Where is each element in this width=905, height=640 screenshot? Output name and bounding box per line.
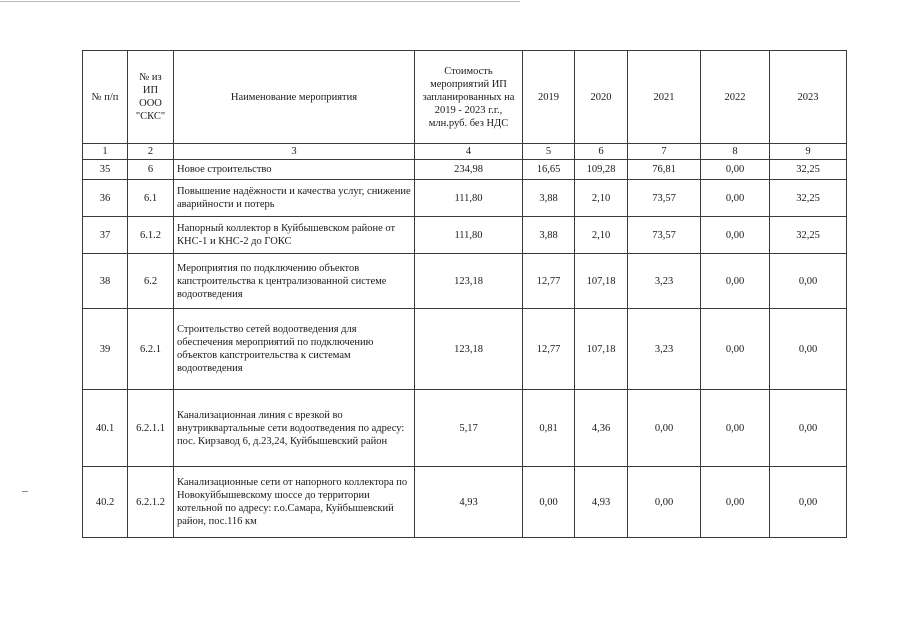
table-row — [83, 217, 847, 254]
cell-name: Напорный коллектор в Куйбышевском районе от КНС-1 и КНС-2 до ГОКС — [174, 217, 415, 254]
cell-2021: 0,00 — [628, 390, 701, 467]
cell-2021: 3,23 — [628, 254, 701, 309]
header-2022: 2022 — [701, 51, 770, 144]
cell-ip-num: 6.2.1.1 — [128, 390, 174, 467]
cell-num: 40.2 — [83, 467, 128, 538]
cell-cost: 123,18 — [415, 254, 523, 309]
cell-num: 40.1 — [83, 390, 128, 467]
cell-ip-num: 6.1 — [128, 180, 174, 217]
table-row — [83, 309, 847, 390]
cell-2019: 0,00 — [523, 467, 575, 538]
cell-2021: 73,57 — [628, 180, 701, 217]
column-index: 3 — [174, 144, 415, 160]
cell-2022: 0,00 — [701, 467, 770, 538]
cell-num: 39 — [83, 309, 128, 390]
header-2023: 2023 — [770, 51, 847, 144]
cell-2019: 0,81 — [523, 390, 575, 467]
cell-cost: 111,80 — [415, 180, 523, 217]
cell-2023: 0,00 — [770, 254, 847, 309]
cell-2020: 109,28 — [575, 160, 628, 180]
table-row — [83, 390, 847, 467]
header-name: Наименование мероприятия — [174, 51, 415, 144]
header-2021: 2021 — [628, 51, 701, 144]
table-row — [83, 180, 847, 217]
table-row — [83, 467, 847, 538]
column-index: 7 — [628, 144, 701, 160]
cell-name: Новое строительство — [174, 160, 415, 180]
cell-2019: 12,77 — [523, 254, 575, 309]
cell-2020: 2,10 — [575, 180, 628, 217]
cell-2019: 3,88 — [523, 180, 575, 217]
cell-cost: 4,93 — [415, 467, 523, 538]
cell-name: Канализационные сети от напорного коллектора по Новокуйбышевскому шоссе до территории котельной по адресу: г.о.Самара, Куйбышевский район, пос.116 км — [174, 467, 415, 538]
cell-num: 36 — [83, 180, 128, 217]
cell-2020: 4,93 — [575, 467, 628, 538]
cell-2022: 0,00 — [701, 160, 770, 180]
cell-name: Строительство сетей водоотведения для обеспечения мероприятий по подключению объектов капстроительства к системам водоотведения — [174, 309, 415, 390]
column-index: 1 — [83, 144, 128, 160]
cell-2019: 12,77 — [523, 309, 575, 390]
cell-2022: 0,00 — [701, 217, 770, 254]
cell-name: Канализационная линия с врезкой во внутриквартальные сети водоотведения по адресу: пос. Кирзавод 6, д.23,24, Куйбышевский район — [174, 390, 415, 467]
column-index: 5 — [523, 144, 575, 160]
scan-top-rule — [0, 1, 520, 2]
cell-2022: 0,00 — [701, 390, 770, 467]
column-index: 4 — [415, 144, 523, 160]
header-2019: 2019 — [523, 51, 575, 144]
cell-2021: 0,00 — [628, 467, 701, 538]
header-ip-num: № из ИП ООО "СКС" — [128, 51, 174, 144]
cell-2023: 0,00 — [770, 390, 847, 467]
cell-2022: 0,00 — [701, 254, 770, 309]
header-cost: Стоимость мероприятий ИП запланированных на 2019 - 2023 г.г., млн.руб. без НДС — [415, 51, 523, 144]
cell-2023: 32,25 — [770, 160, 847, 180]
cell-cost: 234,98 — [415, 160, 523, 180]
scan-margin-mark — [22, 491, 28, 492]
cell-2020: 4,36 — [575, 390, 628, 467]
cell-ip-num: 6.2.1.2 — [128, 467, 174, 538]
cell-2022: 0,00 — [701, 180, 770, 217]
cell-2023: 0,00 — [770, 309, 847, 390]
cell-cost: 111,80 — [415, 217, 523, 254]
column-index: 9 — [770, 144, 847, 160]
column-index: 6 — [575, 144, 628, 160]
column-index: 2 — [128, 144, 174, 160]
cell-num: 38 — [83, 254, 128, 309]
cell-2019: 16,65 — [523, 160, 575, 180]
cell-2020: 2,10 — [575, 217, 628, 254]
table-header-row — [83, 51, 847, 144]
cell-name: Мероприятия по подключению объектов капстроительства к централизованной системе водоотведения — [174, 254, 415, 309]
cell-2021: 76,81 — [628, 160, 701, 180]
cell-cost: 123,18 — [415, 309, 523, 390]
cell-2023: 0,00 — [770, 467, 847, 538]
cell-ip-num: 6.1.2 — [128, 217, 174, 254]
column-index-row — [83, 144, 847, 160]
column-index: 8 — [701, 144, 770, 160]
cell-2023: 32,25 — [770, 180, 847, 217]
cell-ip-num: 6.2 — [128, 254, 174, 309]
cell-2021: 73,57 — [628, 217, 701, 254]
cell-name: Повышение надёжности и качества услуг, снижение аварийности и потерь — [174, 180, 415, 217]
cell-num: 35 — [83, 160, 128, 180]
cell-ip-num: 6 — [128, 160, 174, 180]
table-row — [83, 160, 847, 180]
table-row — [83, 254, 847, 309]
cell-2019: 3,88 — [523, 217, 575, 254]
header-num: № п/п — [83, 51, 128, 144]
cell-2022: 0,00 — [701, 309, 770, 390]
cell-2020: 107,18 — [575, 309, 628, 390]
cell-2023: 32,25 — [770, 217, 847, 254]
cell-2020: 107,18 — [575, 254, 628, 309]
cell-2021: 3,23 — [628, 309, 701, 390]
header-2020: 2020 — [575, 51, 628, 144]
investment-plan-table — [82, 50, 847, 538]
cell-cost: 5,17 — [415, 390, 523, 467]
cell-num: 37 — [83, 217, 128, 254]
cell-ip-num: 6.2.1 — [128, 309, 174, 390]
